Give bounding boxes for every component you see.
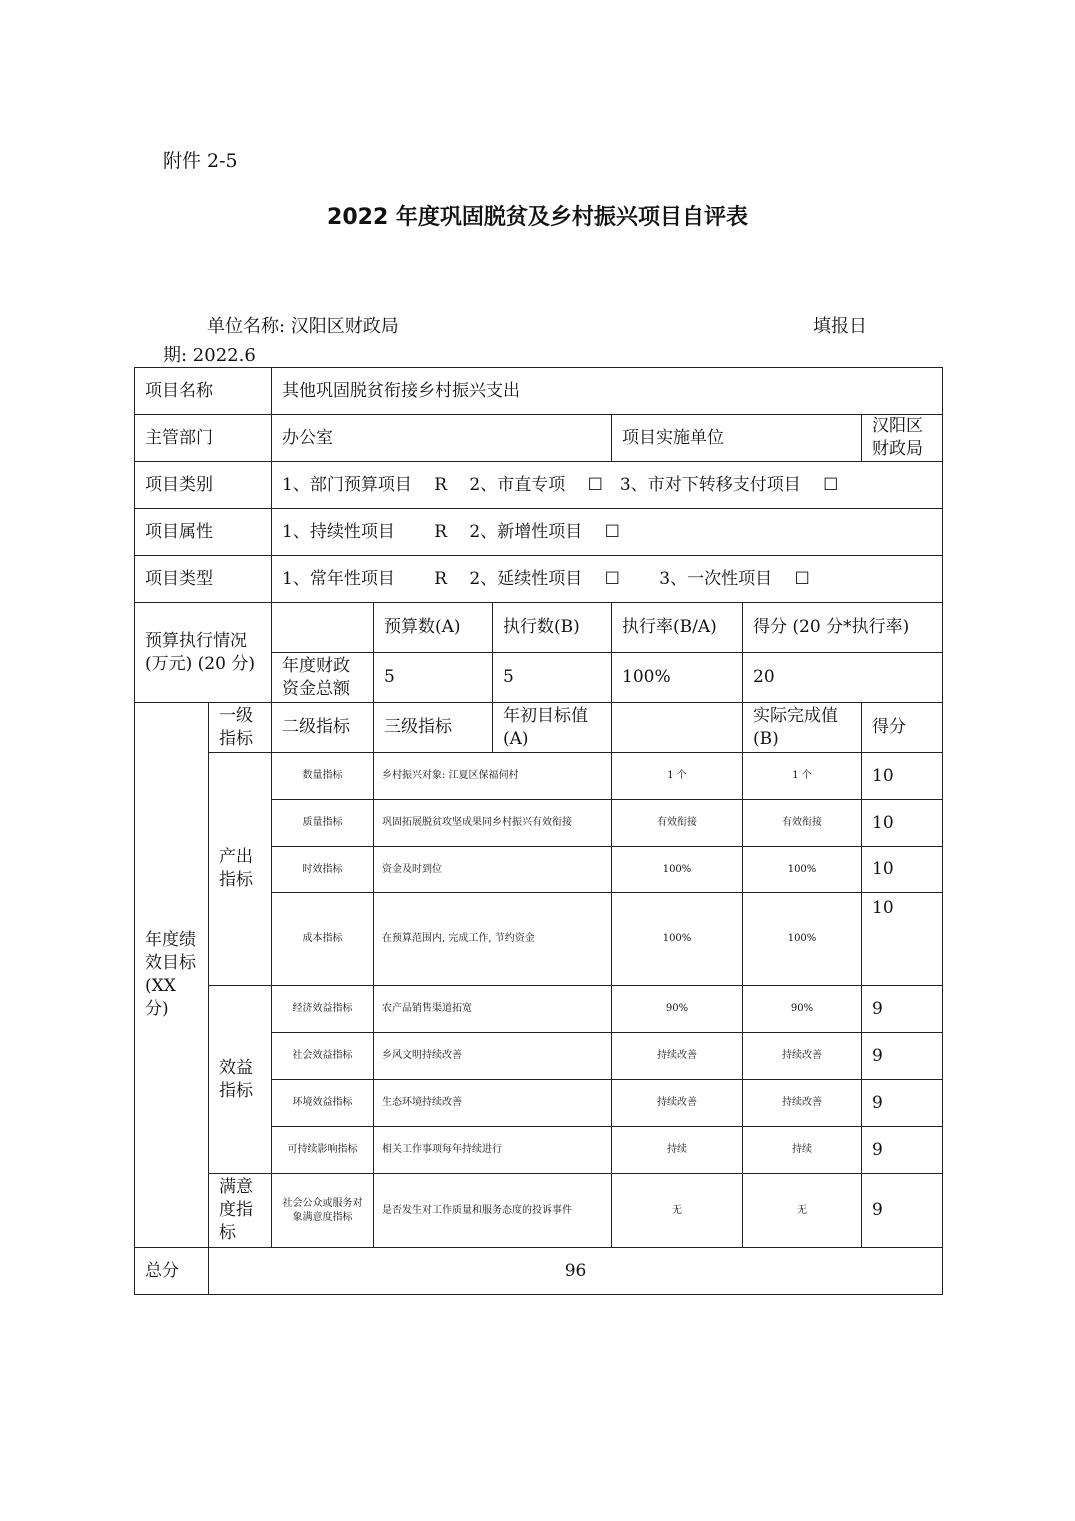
perf-col-l2: 二级指标	[272, 703, 374, 753]
row-l3: 乡风文明持续改善	[374, 1033, 612, 1080]
row-l2: 数量指标	[272, 753, 374, 800]
row-l2: 经济效益指标	[272, 986, 374, 1033]
budget-empty-cell	[272, 603, 374, 653]
row-l2: 可持续影响指标	[272, 1127, 374, 1174]
impl-unit-label: 项目实施单位	[612, 415, 862, 462]
row-target: 持续改善	[612, 1080, 743, 1127]
project-name-value: 其他巩固脱贫衔接乡村振兴支出	[272, 368, 943, 415]
attribute-row	[135, 509, 943, 556]
impl-unit-value: 汉阳区财政局	[862, 415, 943, 462]
row-actual: 1 个	[743, 753, 862, 800]
row-l2: 成本指标	[272, 893, 374, 986]
row-actual: 无	[743, 1174, 862, 1248]
row-score: 9	[862, 986, 943, 1033]
perf-header-row	[135, 703, 943, 753]
budget-col-rate: 执行率(B/A)	[612, 603, 743, 653]
row-score: 10	[862, 753, 943, 800]
row-actual: 100%	[743, 893, 862, 986]
row-score: 9	[862, 1080, 943, 1127]
row-target: 无	[612, 1174, 743, 1248]
project-name-label: 项目名称	[135, 368, 272, 415]
row-l2: 社会效益指标	[272, 1033, 374, 1080]
row-score: 9	[862, 1174, 943, 1248]
row-l3: 是否发生对工作质量和服务态度的投诉事件	[374, 1174, 612, 1248]
type-label: 项目类型	[135, 556, 272, 603]
row-l2: 环境效益指标	[272, 1080, 374, 1127]
attribute-value: 1、持续性项目 R 2、新增性项目 ☐	[272, 509, 943, 556]
budget-score-value: 20	[743, 653, 943, 703]
row-actual: 持续改善	[743, 1080, 862, 1127]
row-l3: 巩固拓展脱贫攻坚成果同乡村振兴有效衔接	[374, 800, 612, 847]
dept-value: 办公室	[272, 415, 612, 462]
row-target: 有效衔接	[612, 800, 743, 847]
category-row	[135, 462, 943, 509]
budget-col-score: 得分 (20 分*执行率)	[743, 603, 943, 653]
group-satisfaction-label: 满意度指标	[209, 1174, 272, 1248]
perf-section-label: 年度绩效目标 (XX 分)	[135, 703, 209, 1248]
budget-row-label: 年度财政资金总额	[272, 653, 374, 703]
attribute-label: 项目属性	[135, 509, 272, 556]
type-row	[135, 556, 943, 603]
row-target: 90%	[612, 986, 743, 1033]
table-row	[135, 1174, 943, 1248]
row-l3: 在预算范围内, 完成工作, 节约资金	[374, 893, 612, 986]
budget-label: 预算执行情况 (万元) (20 分)	[135, 603, 272, 703]
row-target: 100%	[612, 893, 743, 986]
row-actual: 持续	[743, 1127, 862, 1174]
category-value: 1、部门预算项目 R 2、市直专项 ☐ 3、市对下转移支付项目 ☐	[272, 462, 943, 509]
row-l3: 农产品销售渠道拓宽	[374, 986, 612, 1033]
project-name-row	[135, 368, 943, 415]
rate-value: 100%	[612, 653, 743, 703]
total-row	[135, 1248, 943, 1295]
perf-col-empty	[612, 703, 743, 753]
budget-header-row	[135, 603, 943, 653]
exec-value: 5	[493, 653, 612, 703]
perf-col-score: 得分	[862, 703, 943, 753]
type-value: 1、常年性项目 R 2、延续性项目 ☐ 3、一次性项目 ☐	[272, 556, 943, 603]
group-benefit-label: 效益指标	[209, 986, 272, 1174]
perf-col-actual: 实际完成值(B)	[743, 703, 862, 753]
row-actual: 有效衔接	[743, 800, 862, 847]
row-l3: 生态环境持续改善	[374, 1080, 612, 1127]
row-actual: 100%	[743, 847, 862, 893]
row-score: 10	[862, 800, 943, 847]
row-l2: 质量指标	[272, 800, 374, 847]
self-evaluation-table	[134, 367, 943, 1295]
total-label: 总分	[135, 1248, 209, 1295]
row-score: 9	[862, 1127, 943, 1174]
table-row	[135, 986, 943, 1033]
perf-col-target: 年初目标值(A)	[493, 703, 612, 753]
category-label: 项目类别	[135, 462, 272, 509]
row-score: 10	[862, 847, 943, 893]
perf-col-l3: 三级指标	[374, 703, 493, 753]
row-l3: 乡村振兴对象: 江夏区保福伺村	[374, 753, 612, 800]
unit-name: 单位名称: 汉阳区财政局	[207, 316, 399, 337]
row-score: 10	[862, 893, 943, 986]
row-target: 1 个	[612, 753, 743, 800]
budget-value: 5	[374, 653, 493, 703]
row-l2: 时效指标	[272, 847, 374, 893]
row-l3: 相关工作事项每年持续进行	[374, 1127, 612, 1174]
group-output-label: 产出指标	[209, 753, 272, 986]
page-title: 2022 年度巩固脱贫及乡村振兴项目自评表	[327, 205, 748, 230]
row-target: 持续改善	[612, 1033, 743, 1080]
total-value: 96	[209, 1248, 943, 1295]
fill-date-value: 期: 2022.6	[163, 345, 256, 366]
perf-col-l1: 一级指标	[209, 703, 272, 753]
row-l3: 资金及时到位	[374, 847, 612, 893]
dept-row	[135, 415, 943, 462]
row-actual: 持续改善	[743, 1033, 862, 1080]
budget-col-exec: 执行数(B)	[493, 603, 612, 653]
dept-label: 主管部门	[135, 415, 272, 462]
row-target: 持续	[612, 1127, 743, 1174]
attachment-label: 附件 2-5	[163, 150, 238, 172]
row-actual: 90%	[743, 986, 862, 1033]
row-score: 9	[862, 1033, 943, 1080]
fill-date-label: 填报日	[813, 316, 867, 337]
row-target: 100%	[612, 847, 743, 893]
table-row	[135, 753, 943, 800]
budget-col-budget: 预算数(A)	[374, 603, 493, 653]
row-l2: 社会公众或服务对象满意度指标	[272, 1174, 374, 1248]
